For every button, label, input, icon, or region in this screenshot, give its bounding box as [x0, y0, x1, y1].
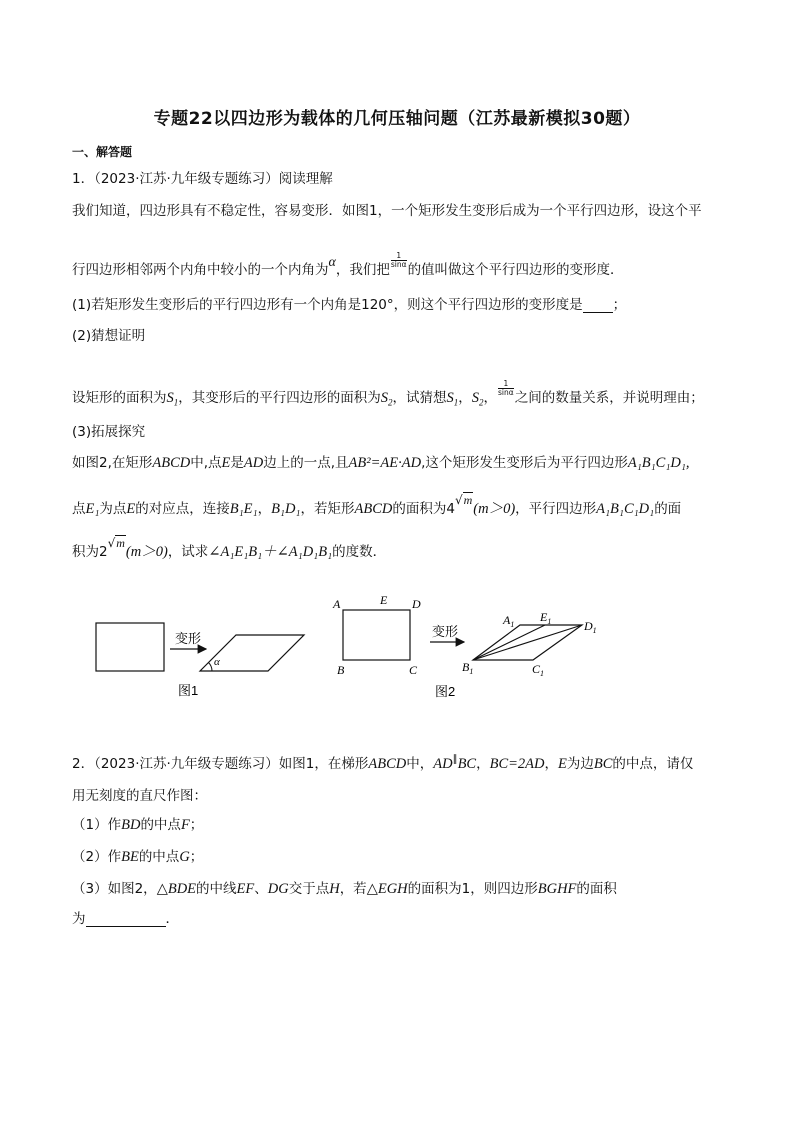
fig2-label-E1: $E_1$	[540, 610, 552, 626]
fig2-rectangle	[343, 610, 410, 660]
q1-head: 1．（2023·江苏·九年级专题练习）阅读理解	[72, 171, 333, 187]
alpha-symbol: α	[328, 255, 336, 270]
fig2-segment-B1D1	[473, 625, 582, 660]
fig1-rectangle	[96, 623, 164, 671]
fig2-label-D: D	[412, 597, 421, 611]
fig1-alpha: α	[214, 656, 220, 668]
answer-blank-2[interactable]	[86, 912, 166, 927]
fig1-deform-label: 变形	[175, 631, 202, 646]
fraction-1-over-sin-2: $\frac{1}{\sin\alpha}$	[498, 378, 514, 397]
q2-sub-2: （2）作BE的中点G；	[72, 849, 204, 865]
fig2-label-E: E	[380, 593, 388, 607]
q1-sub-3-line-1: 如图2,在矩形ABCD中,点E是AD边上的一点,且AB²=AE·AD,这个矩形发生变形后为平行四边形A₁B₁C₁D₁,	[72, 455, 690, 471]
q2-sub-3-answer: 为 ．	[72, 911, 179, 927]
q2-sub-3: （3）如图2，△BDE的中线EF、DG交于点H，若△EGH的面积为1，则四边形BGHF的面积	[72, 881, 617, 897]
q2-sub-1: （1）作BD的中点F；	[72, 817, 204, 833]
q1-para-2: 行四边形相邻两个内角中较小的一个内角为α，我们把 $\frac{1}{\sin\alpha}$ 的值叫做这个平行四边形的变形度．	[72, 250, 624, 278]
fig2-caption: 图2	[435, 684, 456, 699]
answer-blank[interactable]	[583, 298, 613, 313]
fig2-label-C: C	[409, 663, 418, 677]
q1-sub-1: (1)若矩形发生变形后的平行四边形有一个内角是120°，则这个平行四边形的变形度是 ；	[72, 297, 627, 313]
q2-line-1: 2．（2023·江苏·九年级专题练习）如图1，在梯形ABCD中，AD∥BC，BC=2AD，E为边BC的中点，请仅	[72, 754, 694, 772]
q1-para-1: 我们知道，四边形具有不稳定性，容易变形．如图1，一个矩形发生变形后成为一个平行四边形，设这个平	[72, 203, 702, 219]
fig2-label-A1: $A_1$	[503, 613, 515, 629]
fig2-label-A: A	[333, 597, 341, 611]
fig1-angle-arc	[209, 663, 213, 672]
fraction-1-over-sin: $\frac{1}{\sin\alpha}$	[390, 250, 407, 269]
fig2-segment-B1E1	[473, 625, 545, 660]
figures-area	[0, 585, 794, 710]
sqrt-m-2: √m	[107, 536, 125, 550]
fig2-label-D1: $D_1$	[584, 619, 597, 635]
page-title: 专题22以四边形为载体的几何压轴问题（江苏最新模拟30题）	[153, 109, 641, 129]
q1-sub-3-line-3: 积为2√m(m＞0)，试求∠A₁E₁B₁＋∠A₁D₁B₁的度数．	[72, 536, 387, 560]
q2-line-2: 用无刻度的直尺作图：	[72, 788, 207, 804]
fig2-label-C1: $C_1$	[532, 662, 545, 678]
fig2-label-B1: $B_1$	[462, 660, 474, 676]
sqrt-m: √m	[454, 493, 473, 507]
section-heading: 一、解答题	[72, 145, 133, 159]
q1-sub-3-line-2: 点E₁为点E的对应点，连接B₁E₁，B₁D₁，若矩形ABCD的面积为4√m(m＞0)，平行四边形A₁B₁C₁D₁的面	[72, 493, 682, 517]
q1-sub-3-head: (3)拓展探究	[72, 424, 146, 440]
fig1-caption: 图1	[178, 683, 199, 698]
fig2-label-B: B	[337, 663, 345, 677]
q1-sub-2: 设矩形的面积为$S_1$，其变形后的平行四边形的面积为$S_2$，试猜想$S_1$，$S_2$， $\frac{1}{\sin\alpha}$ 之间的数量关系，并说明理由；	[72, 378, 704, 408]
fig2-deform-label: 变形	[432, 624, 459, 639]
q1-sub-2-head: (2)猜想证明	[72, 328, 146, 344]
